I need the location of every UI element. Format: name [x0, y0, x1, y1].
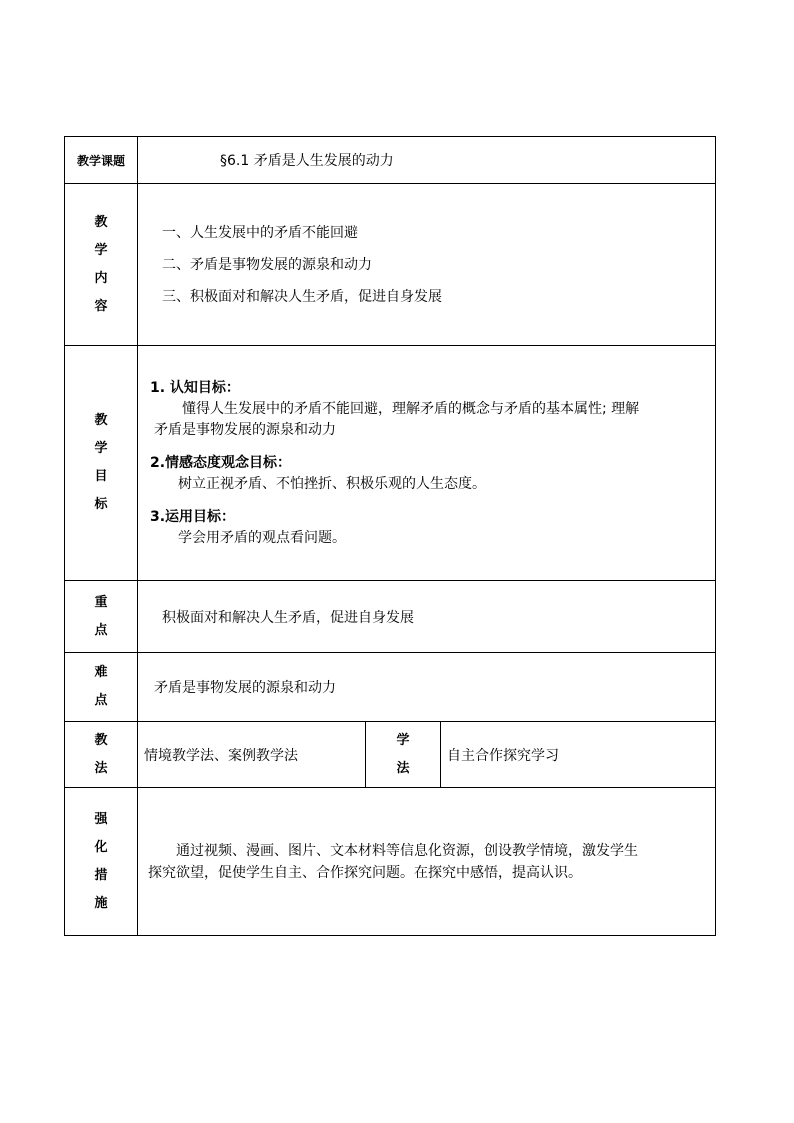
lesson-plan-table — [64, 136, 716, 936]
goal-1-heading: 1. 认知目标： — [150, 379, 240, 396]
row-content — [65, 184, 716, 346]
difficulty-value: 矛盾是事物发展的源泉和动力 — [138, 653, 716, 722]
goal-1-text-cont: 矛盾是事物发展的源泉和动力 — [154, 421, 336, 438]
learning-method-value: 自主合作探究学习 — [441, 722, 716, 788]
label-key-point: 重 点 — [65, 581, 138, 653]
row-goals — [65, 346, 716, 581]
content-item: 二、矛盾是事物发展的源泉和动力 — [162, 256, 372, 273]
teaching-content-list — [138, 184, 716, 346]
label-lesson-topic: 教学课题 — [65, 137, 138, 184]
label-teaching-goals: 教 学 目 标 — [65, 346, 138, 581]
goal-3-heading: 3.运用目标： — [150, 508, 236, 525]
key-point-value: 积极面对和解决人生矛盾，促进自身发展 — [138, 581, 716, 653]
goal-1-text: 懂得人生发展中的矛盾不能回避，理解矛盾的概念与矛盾的基本属性; 理解 — [182, 400, 640, 417]
label-learning-method: 学 法 — [366, 722, 441, 788]
content-item: 三、积极面对和解决人生矛盾，促进自身发展 — [162, 288, 442, 305]
lesson-topic-value: §6.1 矛盾是人生发展的动力 — [138, 137, 716, 184]
teaching-method-value: 情境教学法、案例教学法 — [138, 722, 366, 788]
row-difficulty — [65, 653, 716, 722]
row-key-point — [65, 581, 716, 653]
label-difficulty: 难 点 — [65, 653, 138, 722]
content-item: 一、人生发展中的矛盾不能回避 — [162, 224, 358, 241]
goal-2-text: 树立正视矛盾、不怕挫折、积极乐观的人生态度。 — [178, 475, 486, 492]
label-reinforcement-measures: 强 化 措 施 — [65, 788, 138, 936]
row-methods — [65, 722, 716, 788]
teaching-goals — [138, 346, 716, 581]
row-title — [65, 137, 716, 184]
row-measures — [65, 788, 716, 936]
label-teaching-content: 教 学 内 容 — [65, 184, 138, 346]
label-teaching-method: 教 法 — [65, 722, 138, 788]
reinforcement-measures-text: 通过视频、漫画、图片、文本材料等信息化资源，创设教学情境，激发学生 探究欲望，促使学生自主、合作探究问题。在探究中感悟，提高认识。 — [138, 788, 716, 936]
goal-2-heading: 2.情感态度观念目标： — [150, 454, 292, 471]
goal-3-text: 学会用矛盾的观点看问题。 — [178, 529, 346, 546]
